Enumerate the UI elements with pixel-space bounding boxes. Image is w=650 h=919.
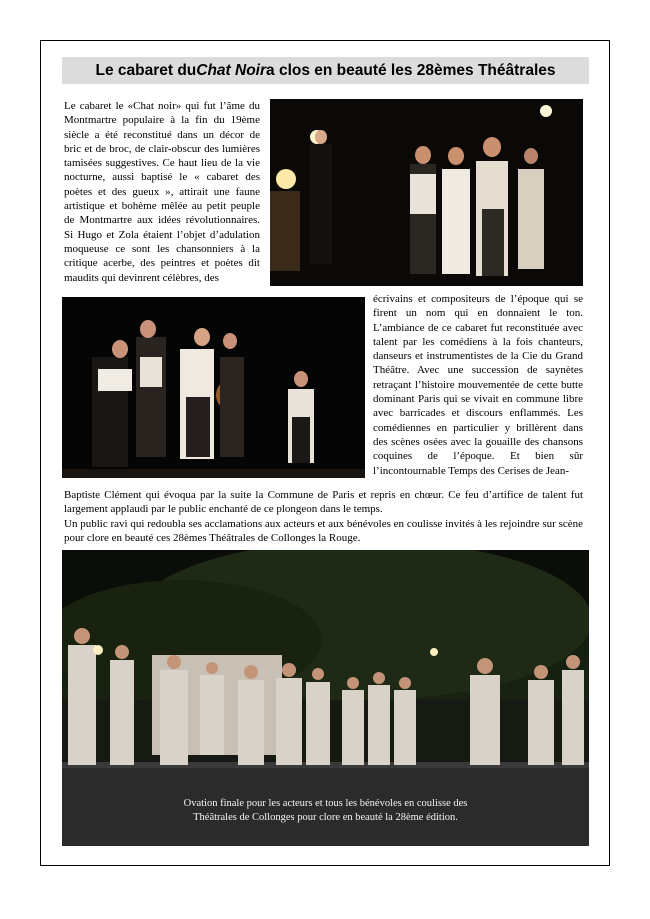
article-title bbox=[62, 57, 589, 84]
photo-singers-on-stage bbox=[270, 99, 583, 286]
title-part-2: a clos en beauté les 28èmes Théâtrales bbox=[266, 61, 556, 79]
caption-line-1: Ovation finale pour les acteurs et tous les bénévoles en coulisse des bbox=[183, 798, 468, 809]
paragraph-3-4 bbox=[64, 488, 583, 545]
photo-musicians-and-dancers bbox=[62, 297, 365, 478]
paragraph-2: écrivains et compositeurs de l’époque qui se firent un nom qui en donnaient le ton. L’ambiance de ce cabaret fut reconstituée avec talent par les comédiens à la fois chanteurs, danseurs et instrumentistes de la Cie du Grand Théâtre. Avec une succession de saynètes retraçant l’histoire mouvementée de cette butte dominant Paris qui se vivait en commune libre avec barricades et discours enflammés. Les comédiennes en particulier y brillèrent dans des scènes osées avec la gouaille des chansons coquines de l’époque. Et bien sûr l’incontournable Temps des Cerises de Jean- bbox=[373, 293, 583, 477]
paragraph-1: Le cabaret le «Chat noir» qui fut l’âme du Montmartre populaire à la fin du 19ème siècle a été reconstitué dans un décor de bric et de broc, de clair-obscur des lumières tamisées suggestives. Ce haut lieu de la vie nocturne, aussi baptisé le « cabaret des poètes et des gueux », attirait une faune artistique et bohème mêlée au petit peuple de Montmartre aux idées révolutionnaires. Si Hugo et Zola étaient l’objet d’adulation moqueuse ce sont les chansonniers à la critique acerbe, des peintres et poètes dit maudits qui devinrent célèbres, des bbox=[64, 100, 260, 284]
title-part-1: Le cabaret du bbox=[95, 61, 197, 79]
title-part-italic: Chat Noir bbox=[196, 61, 267, 79]
photo-caption bbox=[62, 797, 589, 825]
caption-line-2: Théâtrales de Collonges pour clore en beauté la 28ème édition. bbox=[193, 812, 458, 823]
paragraph-3: Baptiste Clément qui évoqua par la suite la Commune de Paris et repris en chœur. Ce feu d’artifice de talent fut largement applaudi par le public enchanté de ce plongeon dans le temps. bbox=[64, 489, 583, 516]
paragraph-4: Un public ravi qui redoubla ses acclamations aux acteurs et aux bénévoles en coulisse invités à les rejoindre sur scène pour clore en beauté ces 28èmes Théâtrales de Collonges la Rouge. bbox=[64, 517, 583, 544]
